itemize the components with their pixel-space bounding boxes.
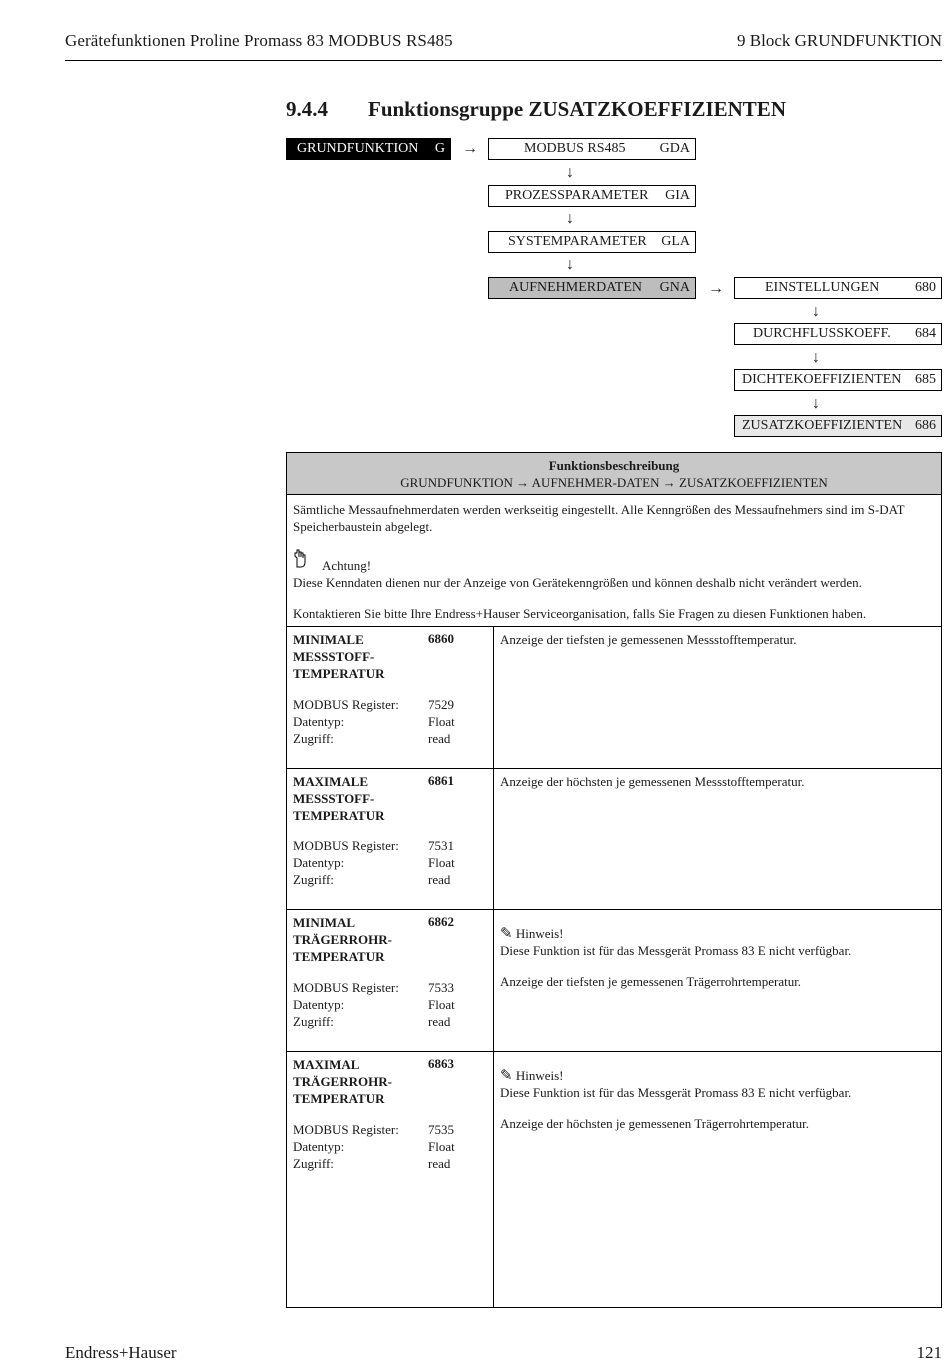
nav-sub-label: ZUSATZKOEFFIZIENTEN xyxy=(742,418,903,433)
arrow-right-icon: → xyxy=(462,140,478,157)
meta-type-label: Datentyp: xyxy=(293,855,345,870)
note-text: Diese Funktion ist für das Messgerät Promass 83 E nicht verfügbar. xyxy=(500,943,852,958)
nav-group-code: GLA xyxy=(661,234,690,249)
meta-access-value: read xyxy=(428,1014,451,1029)
meta-access-label: Zugriff: xyxy=(293,1156,334,1171)
pencil-icon: ✎ xyxy=(500,926,513,942)
meta-type-value: Float xyxy=(428,997,455,1012)
header-chapter: 9 Block GRUNDFUNKTION xyxy=(737,31,942,50)
nav-sub-code: 685 xyxy=(915,372,936,387)
row-divider xyxy=(287,626,941,627)
table-path: GRUNDFUNKTION → AUFNEHMER-DATEN → ZUSATZKOEFFIZIENTEN xyxy=(400,475,828,490)
arrow-down-icon: ↓ xyxy=(812,395,820,412)
note-text: Diese Funktion ist für das Messgerät Promass 83 E nicht verfügbar. xyxy=(500,1085,852,1100)
footer-brand: Endress+Hauser xyxy=(65,1343,177,1362)
function-description: Anzeige der höchsten je gemessenen Messstofftemperatur. xyxy=(500,774,805,789)
function-number: 6863 xyxy=(428,1056,454,1071)
meta-register-label: MODBUS Register: xyxy=(293,838,399,853)
function-table xyxy=(286,452,942,1308)
page-number: 121 xyxy=(916,1343,942,1362)
meta-register-label: MODBUS Register: xyxy=(293,1122,399,1137)
meta-register-label: MODBUS Register: xyxy=(293,697,399,712)
meta-type-label: Datentyp: xyxy=(293,997,345,1012)
note-label: Hinweis! xyxy=(515,926,564,941)
nav-group-label: PROZESSPARAMETER xyxy=(505,188,649,203)
arrow-right-icon: → xyxy=(708,280,724,297)
nav-group-prozessparameter xyxy=(488,185,696,207)
function-description: Anzeige der höchsten je gemessenen Trägerrohrtemperatur. xyxy=(500,1116,810,1131)
nav-sub-code: 686 xyxy=(915,418,936,433)
meta-register-value: 7529 xyxy=(428,697,454,712)
meta-access-value: read xyxy=(428,1156,451,1171)
contact-text: Kontaktieren Sie bitte Ihre Endress+Hauser Serviceorganisation, falls Sie Fragen zu diesen Funktionen haben. xyxy=(293,606,867,621)
meta-access-label: Zugriff: xyxy=(293,872,334,887)
nav-root-block xyxy=(286,138,451,160)
header-divider xyxy=(65,60,942,61)
function-name: MINIMAL TRÄGERROHR-TEMPERATUR xyxy=(293,915,392,964)
row-divider xyxy=(287,768,941,769)
nav-group-code: GDA xyxy=(659,141,690,156)
row-divider xyxy=(287,909,941,910)
arrow-down-icon: ↓ xyxy=(566,210,574,227)
note-block xyxy=(500,925,935,943)
meta-type-label: Datentyp: xyxy=(293,714,345,729)
nav-group-modbus xyxy=(488,138,696,160)
caution-label: Achtung! xyxy=(322,558,372,573)
caution-block xyxy=(293,549,933,571)
function-number: 6862 xyxy=(428,914,454,929)
nav-sub-code: 680 xyxy=(915,280,936,295)
table-intro: Sämtliche Messaufnehmerdaten werden werkseitig eingestellt. Alle Kenngrößen des Messaufnehmers sind im S-DAT Speicherbaustein abgelegt. xyxy=(293,502,905,534)
arrow-down-icon: ↓ xyxy=(566,256,574,273)
function-name: MINIMALE MESSSTOFF-TEMPERATUR xyxy=(293,632,385,681)
function-name: MAXIMALE MESSSTOFF-TEMPERATUR xyxy=(293,774,385,823)
function-name: MAXIMAL TRÄGERROHR-TEMPERATUR xyxy=(293,1057,392,1106)
arrow-down-icon: ↓ xyxy=(812,303,820,320)
nav-sub-dichtekoeffizienten xyxy=(734,369,942,391)
note-label: Hinweis! xyxy=(515,1068,564,1083)
arrow-down-icon: ↓ xyxy=(812,349,820,366)
nav-sub-label: DURCHFLUSSKOEFF. xyxy=(753,326,891,341)
meta-type-value: Float xyxy=(428,714,455,729)
meta-type-value: Float xyxy=(428,1139,455,1154)
nav-group-code: GIA xyxy=(665,188,690,203)
nav-group-label: SYSTEMPARAMETER xyxy=(508,234,647,249)
header-title: Gerätefunktionen Proline Promass 83 MODBUS RS485 xyxy=(65,31,453,50)
meta-register-value: 7531 xyxy=(428,838,454,853)
nav-sub-label: DICHTEKOEFFIZIENTEN xyxy=(742,372,902,387)
nav-group-systemparameter xyxy=(488,231,696,253)
nav-group-code: GNA xyxy=(659,280,690,295)
section-title: Funktionsgruppe ZUSATZKOEFFIZIENTEN xyxy=(368,97,786,121)
nav-root-code: G xyxy=(434,141,445,156)
section-number: 9.4.4 xyxy=(286,97,328,121)
meta-access-label: Zugriff: xyxy=(293,731,334,746)
meta-type-label: Datentyp: xyxy=(293,1139,345,1154)
meta-access-value: read xyxy=(428,872,451,887)
function-number: 6861 xyxy=(428,773,454,788)
nav-group-label: AUFNEHMERDATEN xyxy=(509,280,642,295)
meta-register-value: 7535 xyxy=(428,1122,454,1137)
meta-access-label: Zugriff: xyxy=(293,1014,334,1029)
arrow-down-icon: ↓ xyxy=(566,164,574,181)
meta-access-value: read xyxy=(428,731,451,746)
caution-text: Diese Kenndaten dienen nur der Anzeige von Gerätekenngrößen und können deshalb nicht verändert werden. xyxy=(293,575,862,590)
caution-hand-icon xyxy=(293,549,307,573)
function-description: Anzeige der tiefsten je gemessenen Trägerrohrtemperatur. xyxy=(500,974,802,989)
function-description: Anzeige der tiefsten je gemessenen Messstofftemperatur. xyxy=(500,632,797,647)
meta-register-value: 7533 xyxy=(428,980,454,995)
meta-register-label: MODBUS Register: xyxy=(293,980,399,995)
note-block xyxy=(500,1067,935,1085)
row-divider xyxy=(287,1051,941,1052)
table-title: Funktionsbeschreibung xyxy=(548,458,680,473)
table-header xyxy=(287,453,941,495)
nav-group-label: MODBUS RS485 xyxy=(524,141,626,156)
nav-root-label: GRUNDFUNKTION xyxy=(297,141,419,156)
nav-sub-label: EINSTELLUNGEN xyxy=(765,280,880,295)
column-divider xyxy=(493,626,494,1307)
pencil-icon: ✎ xyxy=(500,1068,513,1084)
function-number: 6860 xyxy=(428,631,454,646)
nav-sub-durchflusskoeff xyxy=(734,323,942,345)
meta-type-value: Float xyxy=(428,855,455,870)
nav-sub-einstellungen xyxy=(734,277,942,299)
nav-group-aufnehmerdaten xyxy=(488,277,696,299)
nav-sub-zusatzkoeffizienten xyxy=(734,415,942,437)
nav-sub-code: 684 xyxy=(915,326,936,341)
